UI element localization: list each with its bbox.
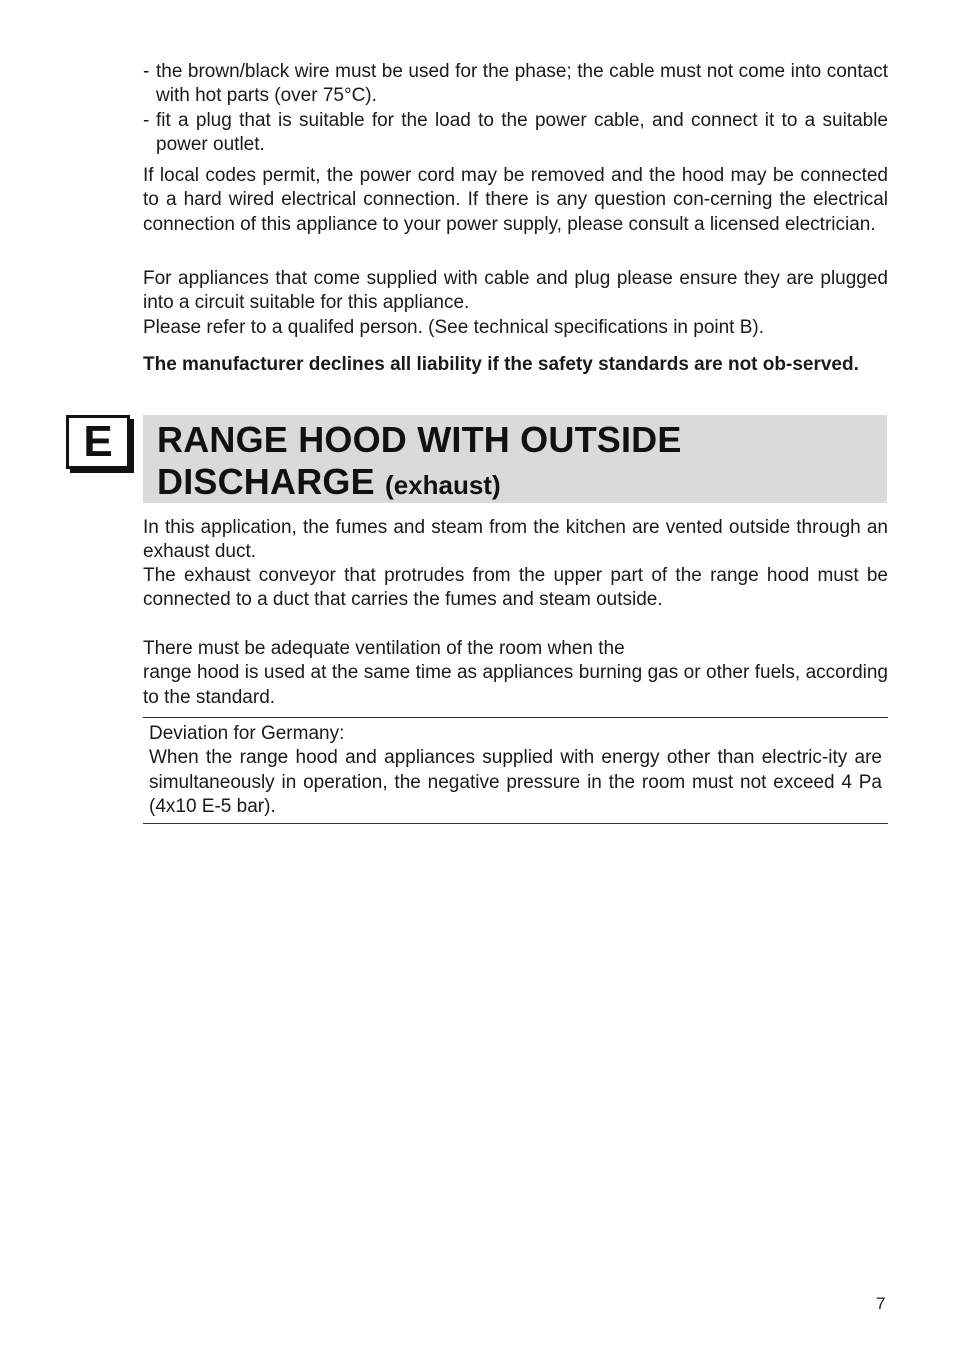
- bullet-item: [143, 109, 888, 158]
- section-title: [157, 419, 682, 506]
- section-letter-badge: E: [66, 415, 130, 469]
- germany-deviation-notice: [143, 717, 888, 824]
- hardwire-paragraph: If local codes permit, the power cord may be removed and the hood may be connected to a hard wired electrical connection. If there is any question con-cerning the electrical connection of this appliance to your power supply, please consult a licensed electrician.: [143, 165, 888, 235]
- qualified-person-paragraph: Please refer to a qualifed person. (See technical specifications in point B).: [143, 317, 765, 338]
- application-paragraph: In this application, the fumes and steam from the kitchen are vented outside through an exhaust duct.: [143, 517, 888, 563]
- page-number: 7: [876, 1294, 886, 1313]
- section-title-sub: (exhaust): [385, 470, 501, 500]
- bullet-text: fit a plug that is suitable for the load to the power cable, and connect it to a suitable power outlet.: [156, 109, 888, 155]
- electrical-instructions: [143, 60, 888, 157]
- ventilation-paragraph: [143, 637, 888, 710]
- section-title-line1: RANGE HOOD WITH OUTSIDE: [157, 419, 682, 460]
- section-title-line2: [157, 461, 682, 506]
- liability-warning: The manufacturer declines all liability if the safety standards are not ob-served.: [143, 354, 859, 375]
- bullet-marker: -: [143, 61, 150, 82]
- ventilation-line2: range hood is used at the same time as appliances burning gas or other fuels, according to the standard.: [143, 662, 888, 708]
- bullet-text: the brown/black wire must be used for the phase; the cable must not come into contact with hot parts (over 75°C).: [156, 61, 888, 107]
- notice-text: When the range hood and appliances supplied with energy other than electric-ity are simultaneously in operation, the negative pressure in the room must not exceed 4 Pa (4x10 E-5 bar).: [149, 747, 882, 817]
- section-title-main: DISCHARGE: [157, 461, 375, 502]
- notice-heading: Deviation for Germany:: [149, 723, 345, 744]
- plug-paragraph: For appliances that come supplied with cable and plug please ensure they are plugged into a circuit suitable for this appliance.: [143, 268, 888, 314]
- bullet-marker: -: [143, 109, 150, 131]
- bullet-item: [143, 60, 888, 109]
- exhaust-conveyor-paragraph: The exhaust conveyor that protrudes from the upper part of the range hood must be connected to a duct that carries the fumes and steam outside.: [143, 565, 888, 611]
- section-title-box: [143, 415, 887, 503]
- ventilation-line1: There must be adequate ventilation of the room when the: [143, 638, 625, 659]
